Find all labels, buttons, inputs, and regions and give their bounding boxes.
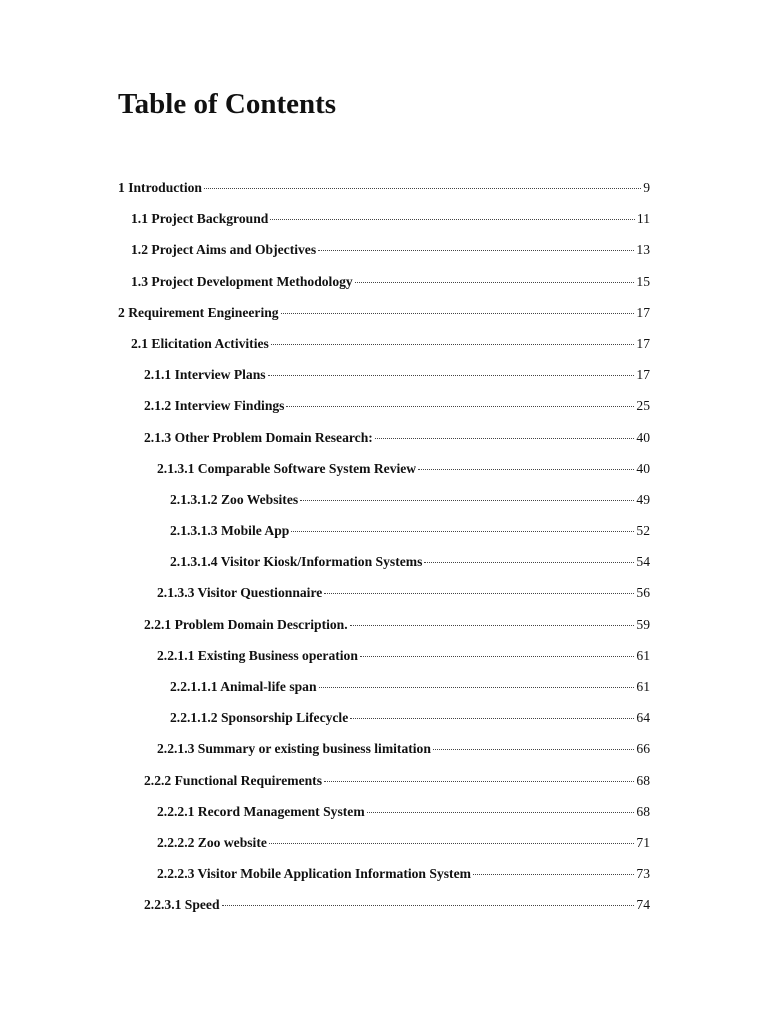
toc-entry-label: 2.1.3.1.3 Mobile App — [170, 523, 290, 539]
toc-entry-label: 2.1 Elicitation Activities — [131, 335, 269, 351]
toc-entry-page: 13 — [636, 242, 650, 258]
toc-entry[interactable] — [170, 702, 650, 733]
toc-entry-label: 2.1.3.3 Visitor Questionnaire — [157, 585, 323, 601]
toc-entry-label: 2.2.1 Problem Domain Description. — [144, 616, 348, 632]
dot-leader — [360, 656, 634, 657]
toc-entry-page: 64 — [636, 710, 650, 726]
toc-entry-page: 59 — [636, 616, 650, 632]
dot-leader — [222, 905, 635, 906]
toc-entry-page: 66 — [636, 741, 650, 757]
toc-entry[interactable] — [144, 765, 650, 796]
toc-entry[interactable] — [118, 172, 650, 203]
toc-entry-label: 2.2.2 Functional Requirements — [144, 772, 322, 788]
toc-entry-page: 17 — [636, 335, 650, 351]
toc-entry[interactable] — [170, 671, 650, 702]
dot-leader — [286, 406, 634, 407]
toc-entry-page: 54 — [636, 554, 650, 570]
toc-entry-page: 71 — [636, 834, 650, 850]
toc-entry-page: 11 — [636, 211, 650, 227]
toc-entry-label: 1 Introduction — [118, 180, 202, 195]
dot-leader — [319, 687, 635, 688]
dot-leader — [291, 531, 634, 532]
page-title: Table of Contents — [118, 88, 337, 120]
toc-entry[interactable] — [131, 203, 650, 234]
toc-entry[interactable] — [170, 484, 650, 515]
toc-entry[interactable] — [157, 453, 650, 484]
dot-leader — [271, 344, 635, 345]
dot-leader — [355, 282, 635, 283]
toc-entry-label: 2.1.1 Interview Plans — [144, 367, 266, 383]
toc-entry[interactable] — [157, 640, 650, 671]
toc-entry-label: 2.2.1.1.1 Animal-life span — [170, 679, 317, 694]
toc-entry[interactable] — [157, 577, 650, 608]
dot-leader — [269, 843, 635, 844]
dot-leader — [367, 812, 635, 813]
toc-entry[interactable] — [157, 733, 650, 764]
toc-entry-label: 2.2.1.1 Existing Business operation — [157, 647, 358, 663]
toc-entry-page: 9 — [643, 180, 650, 195]
toc-entry-label: 2.1.3.1 Comparable Software System Review — [157, 460, 417, 476]
dot-leader — [375, 438, 635, 439]
toc-entry[interactable] — [118, 297, 650, 328]
toc-entry-page: 40 — [636, 429, 650, 445]
dot-leader — [281, 313, 635, 314]
toc-entry-page: 61 — [636, 679, 650, 694]
toc-entry-page: 52 — [636, 523, 650, 539]
toc-entry-page: 68 — [636, 772, 650, 788]
toc-entry-label: 2 Requirement Engineering — [118, 304, 279, 320]
dot-leader — [324, 593, 634, 594]
toc-entry-label: 2.1.2 Interview Findings — [144, 398, 285, 414]
toc-entry[interactable] — [157, 827, 650, 858]
toc-entry-label: 2.1.3 Other Problem Domain Research: — [144, 429, 373, 445]
toc-entry-label: 2.2.2.3 Visitor Mobile Application Information System — [157, 866, 471, 882]
dot-leader — [324, 781, 634, 782]
dot-leader — [270, 219, 635, 220]
toc-entry[interactable] — [144, 609, 650, 640]
toc-entry-label: 1.1 Project Background — [131, 211, 269, 227]
toc-entry[interactable] — [144, 390, 650, 421]
toc-entry-label: 1.2 Project Aims and Objectives — [131, 242, 317, 258]
dot-leader — [268, 375, 635, 376]
toc-entry-label: 2.2.1.1.2 Sponsorship Lifecycle — [170, 710, 349, 726]
toc-entry-page: 56 — [636, 585, 650, 601]
dot-leader — [350, 625, 635, 626]
toc-entry[interactable] — [131, 266, 650, 297]
toc-entry-page: 74 — [636, 897, 650, 913]
toc-entry[interactable] — [170, 515, 650, 546]
toc-entry-page: 17 — [636, 304, 650, 320]
toc-entry[interactable] — [144, 359, 650, 390]
toc-entry-label: 2.1.3.1.2 Zoo Websites — [170, 491, 299, 507]
toc-entry[interactable] — [144, 422, 650, 453]
toc-entry-page: 73 — [636, 866, 650, 882]
toc-entry[interactable] — [157, 796, 650, 827]
toc-entry-page: 61 — [636, 647, 650, 663]
dot-leader — [204, 188, 641, 189]
toc-entry-label: 2.2.2.2 Zoo website — [157, 834, 267, 850]
toc-entry-page: 40 — [636, 460, 650, 476]
dot-leader — [433, 749, 634, 750]
toc-entry-page: 17 — [636, 367, 650, 383]
dot-leader — [418, 469, 634, 470]
toc-entry-page: 25 — [636, 398, 650, 414]
dot-leader — [300, 500, 634, 501]
toc-entry-page: 15 — [636, 273, 650, 289]
dot-leader — [350, 718, 634, 719]
dot-leader — [473, 874, 634, 875]
toc-entry[interactable] — [131, 328, 650, 359]
toc-entry-page: 68 — [636, 803, 650, 819]
toc-entry[interactable] — [170, 546, 650, 577]
toc-list — [0, 172, 768, 921]
toc-entry[interactable] — [157, 858, 650, 889]
toc-entry[interactable] — [131, 234, 650, 265]
toc-entry-label: 2.2.1.3 Summary or existing business limitation — [157, 741, 431, 757]
dot-leader — [424, 562, 634, 563]
toc-entry-label: 2.2.3.1 Speed — [144, 897, 220, 913]
toc-entry-label: 2.2.2.1 Record Management System — [157, 803, 365, 819]
toc-entry-page: 49 — [636, 491, 650, 507]
toc-entry-label: 1.3 Project Development Methodology — [131, 273, 353, 289]
toc-entry[interactable] — [144, 889, 650, 920]
dot-leader — [318, 250, 634, 251]
toc-entry-label: 2.1.3.1.4 Visitor Kiosk/Information Systems — [170, 554, 423, 570]
